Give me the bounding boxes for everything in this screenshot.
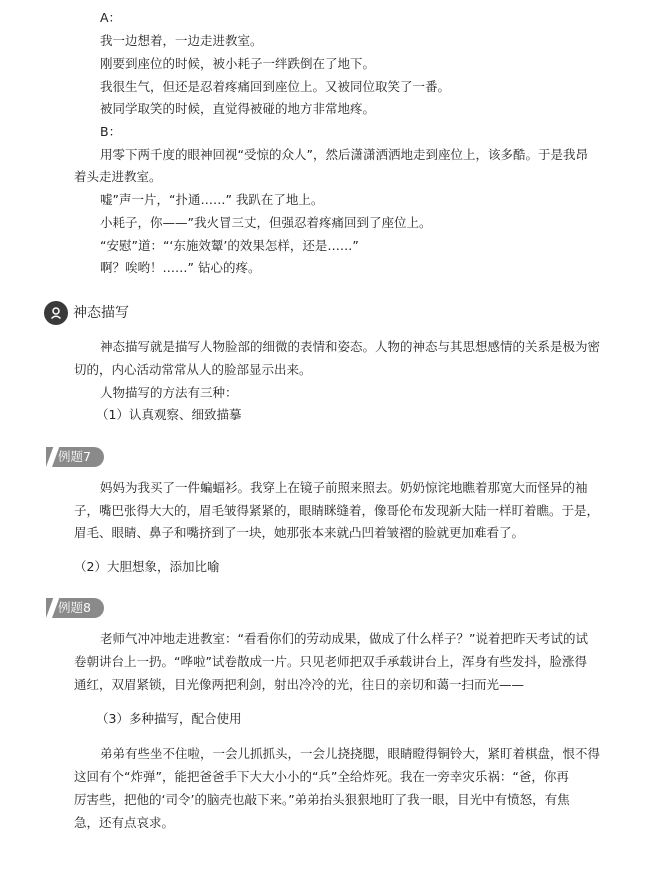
face-icon-graphic bbox=[49, 306, 63, 320]
block-b-line: 小耗子，你——”我火冒三丈，但强忍着疼痛回到了座位上。 bbox=[100, 215, 432, 230]
section-intro-line: 切的，内心活动常常从人的脸部显示出来。 bbox=[74, 362, 312, 377]
final-para-line: 厉害些，把他的‘司令’的脑壳也敲下来。”弟弟抬头狠狠地盯了我一眼，目光中有愤怒，有焦 bbox=[74, 792, 570, 807]
block-a-line: 被同学取笑的时候，直觉得被碰的地方非常地疼。 bbox=[100, 101, 376, 116]
section-header bbox=[44, 301, 129, 325]
block-a-line: 我很生气，但还是忍着疼痛回到座位上。又被同位取笑了一番。 bbox=[100, 79, 451, 94]
final-para-line: 这回有个“炸弹”，能把爸爸手下大大小小的“兵”全给炸死。我在一旁幸灾乐祸：“爸，你再 bbox=[74, 769, 569, 784]
example-7-tag-label: 例题7 bbox=[58, 449, 91, 464]
block-b-para-line: 着头走进教室。 bbox=[74, 169, 162, 184]
example-8-tag-label: 例题8 bbox=[58, 600, 91, 615]
example-8-line: 通红，双眉紧锁，目光像两把利剑，射出冷冷的光，往日的亲切和蔼一扫而光—— bbox=[74, 677, 525, 692]
final-para-line: 急，还有点哀求。 bbox=[74, 815, 175, 830]
example-8-tag bbox=[46, 598, 104, 618]
final-para-line: 弟弟有些坐不住啦，一会儿抓抓头，一会儿挠挠腮，眼睛瞪得铜铃大，紧盯着棋盘，恨不得 bbox=[100, 746, 601, 761]
section-title: 神态描写 bbox=[73, 305, 129, 321]
example-7-line: 眉毛、眼睛、鼻子和嘴挤到了一块，她那张本来就凸凹着皱褶的脸就更加难看了。 bbox=[74, 525, 525, 540]
face-icon bbox=[44, 301, 68, 325]
method-3: （3）多种描写，配合使用 bbox=[96, 711, 242, 726]
section-intro-line: 神态描写就是描写人物脸部的细微的表情和姿态。人物的神态与其思想感情的关系是极为密 bbox=[100, 339, 601, 354]
example-8-line: 老师气冲冲地走进教室：“看看你们的劳动成果，做成了什么样子？”说着把昨天考试的试 bbox=[100, 631, 588, 646]
methods-intro: 人物描写的方法有三种： bbox=[100, 385, 238, 400]
method-2: （2）大胆想象，添加比喻 bbox=[74, 559, 220, 574]
block-b-line: “安慰”道：“‘东施效颦’的效果怎样，还是……” bbox=[100, 238, 359, 253]
block-b-label: B： bbox=[100, 124, 122, 139]
example-8-line: 卷朝讲台上一扔。“哗啦”试卷散成一片。只见老师把双手承载讲台上，浑身有些发抖，脸涨得 bbox=[74, 654, 587, 669]
block-b-line: 啊？唉哟！……” 钻心的疼。 bbox=[100, 260, 261, 275]
example-7-tag bbox=[46, 447, 104, 467]
example-7-line: 子，嘴巴张得大大的，眉毛皱得紧紧的，眼睛眯缝着，像哥伦布发现新大陆一样盯着瞧。于是， bbox=[74, 503, 600, 518]
block-b-para-line: 用零下两千度的眼神回视“受惊的众人”，然后潇潇洒洒地走到座位上，该多酷。于是我昂 bbox=[100, 147, 588, 162]
block-a-label: A： bbox=[100, 10, 122, 25]
block-a-line: 我一边想着，一边走进教室。 bbox=[100, 33, 263, 48]
block-b-line: 嘘”声一片，“扑通……” 我趴在了地上。 bbox=[100, 192, 324, 207]
method-1: （1）认真观察、细致描摹 bbox=[96, 407, 242, 422]
block-a-line: 刚要到座位的时候，被小耗子一绊跌倒在了地下。 bbox=[100, 56, 376, 71]
example-7-line: 妈妈为我买了一件蝙蝠衫。我穿上在镜子前照来照去。奶奶惊诧地瞧着那宽大而怪异的袖 bbox=[100, 480, 588, 495]
